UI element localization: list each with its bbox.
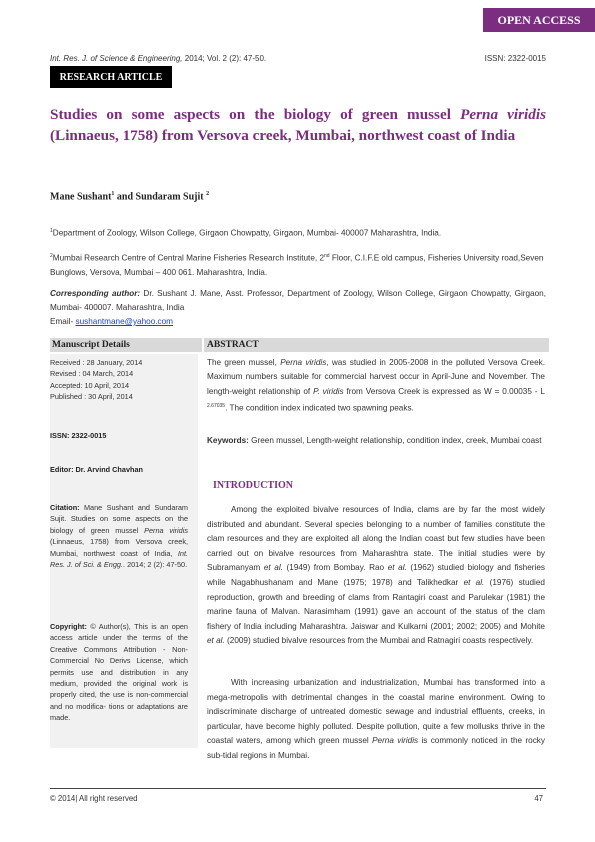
affiliation-2: [50, 249, 546, 280]
author-1-sup: 1: [111, 191, 115, 197]
introduction-heading: INTRODUCTION: [213, 480, 294, 491]
intro-species: Perna viridis: [372, 736, 419, 746]
citation-species: Perna viridis: [144, 525, 188, 535]
intro-paragraph-2: [207, 676, 545, 764]
intro-p2-a: With increasing urbanization and industrialization, Mumbai has transformed into a mega-metropolis with detrimental changes in the coastal marine environment. Owing to indiscriminate discharge of untreated domestic sewage and industrial effluents, creeks, in particular, have become highly polluted. Despite pollution, quite a few mollusks thrive in the coastal waters, among which green mussel: [207, 678, 545, 746]
keywords: [207, 434, 545, 448]
email-label: Email-: [50, 317, 76, 326]
citation-journal: Int. Res. J. of Sci. & Engg.: [50, 548, 188, 570]
abstract-t4: . The condition index indicated two spawning peaks.: [225, 403, 414, 413]
author-1: Mane Sushant: [50, 191, 112, 203]
page-number: 47: [534, 794, 543, 803]
published-date: Published : 30 April, 2014: [50, 392, 133, 402]
intro-p1-b: (1949) from Bombay. Rao: [282, 563, 388, 573]
journal-abbrev: Int. Res. J. of Science & Engineering,: [50, 54, 183, 63]
keywords-text: Green mussel, Length-weight relationship, condition index, creek, Mumbai coast: [248, 436, 542, 445]
email-link[interactable]: sushantmane@yahoo.com: [75, 317, 174, 326]
manuscript-details-header: Manuscript Details: [50, 338, 202, 352]
abstract-body: [207, 356, 545, 416]
received-date: Received : 28 January, 2014: [50, 358, 143, 367]
journal-citation-header: [50, 54, 266, 63]
intro-etal-3: et al.: [463, 577, 485, 587]
affiliation-1-text: Department of Zoology, Wilson College, Girgaon Chowpatty, Girgaon, Mumbai- 400007 Maharashtra, India.: [52, 228, 442, 238]
abstract-exponent: 2.67035: [207, 403, 226, 410]
intro-paragraph-1: [207, 503, 545, 649]
copyright-text: © Author(s), This is an open access article under the terms of the Creative Commons Attribution - Non-Commercial No Derivs License, which permits use and distribution in any medium, provided the original work is properly cited, the use is non-commercial and no modifica- tions or adaptations are made.: [50, 622, 188, 723]
author-2-sup: 2: [206, 191, 210, 197]
corresponding-text: Dr. Sushant J. Mane, Asst. Professor, Department of Zoology, Wilson College, Girgaon Chowpatty, Girgaon, Mumbai- 400007. Maharashtra, India: [50, 289, 546, 312]
author-and: and: [114, 191, 136, 203]
sidebar-issn: [50, 430, 188, 441]
footer-copyright: © 2014| All right reserved: [50, 794, 138, 803]
intro-etal-1: et al.: [263, 563, 283, 573]
issn-header: ISSN: 2322-0015: [484, 54, 546, 63]
paper-title: [50, 104, 546, 146]
abstract-species-2: P. viridis: [313, 386, 344, 396]
corresponding-label: Corresponding author:: [50, 289, 141, 298]
citation-block: [50, 502, 188, 570]
author-list: [50, 191, 209, 202]
sidebar-issn-text: ISSN: 2322-0015: [50, 431, 107, 440]
intro-etal-2: et al.: [387, 563, 407, 573]
affiliation-2-sup: 2: [50, 253, 53, 259]
intro-p1-a: Among the exploited bivalve resources of India, clams are by far the most widely distributed and abundant. Several species belonging to a number of families constitute the clam resources and they are exploited all along the Indian coast but few studies have been carried out on bivalve resources from Maharashtra state. The initial studies were by Subramanyam: [207, 505, 545, 573]
open-access-badge: OPEN ACCESS: [483, 8, 595, 32]
footer-rule: [50, 788, 546, 789]
citation-text-3: . 2014; 2 (2): 47-50.: [123, 560, 188, 570]
copyright-block: [50, 621, 188, 724]
author-2: Sundaram Sujit: [135, 191, 207, 203]
title-species: Perna viridis: [460, 106, 546, 123]
abstract-t1: The green mussel,: [207, 358, 281, 367]
article-type-label: RESEARCH ARTICLE: [50, 66, 172, 88]
editor: [50, 464, 188, 475]
intro-etal-4: et al.: [207, 636, 225, 646]
affiliation-2-nd: nd: [324, 253, 330, 259]
abstract-t3: from Versova Creek is expressed as W = 0.00035 - L: [343, 386, 545, 396]
citation-text: Mane Sushant and Sundaram Sujit. Studies on some aspects on the biology of green mussel: [50, 503, 188, 535]
journal-details: 2014; Vol. 2 (2): 47-50.: [182, 54, 267, 63]
citation-text-2: (Linnaeus, 1758) from Versova creek, Mumbai, northwest coast of India,: [50, 537, 188, 558]
abstract-species: Perna viridis: [280, 358, 327, 367]
corresponding-author: [50, 287, 546, 329]
intro-p1-c: (1962) studied biology and fisheries while Nagabhushanam and Mane (1975; 1978) and Talikhedkar: [207, 563, 545, 587]
keywords-label: Keywords:: [207, 436, 249, 445]
editor-text: Editor: Dr. Arvind Chavhan: [50, 465, 143, 474]
manuscript-dates: [50, 357, 188, 403]
title-part1: Studies on some aspects on the biology of green mussel: [50, 106, 461, 123]
abstract-header: ABSTRACT: [204, 338, 549, 352]
affiliation-1-sup: 1: [50, 228, 53, 234]
accepted-date: Accepted: 10 April, 2014: [50, 380, 130, 390]
title-part2: (Linnaeus, 1758) from Versova creek, Mumbai, northwest coast of India: [50, 127, 516, 144]
affiliation-2-text-a: Mumbai Research Centre of Central Marine Fisheries Research Institute, 2: [52, 253, 324, 263]
intro-p1-d: (1976) studied reproduction, growth and breeding of clams from Rantagiri coast and Parulekar (1981) the marine fauna of Malvan. Narasimham (1991) gave an account of the status of the clam fishery of India including Maharashtra. Jaiswar and Kulkarni (2001; 2002; 2005) and Mohite: [207, 577, 545, 631]
abstract-t2: , was studied in 2005-2008 in the polluted Versova Creek. Maximum numbers suitable for commercial harvest occur in April-June and November. The length-weight relationship of: [207, 358, 545, 396]
intro-p2-b: is commonly noticed in the rocky sub-tidal regions in Mumbai.: [207, 736, 545, 760]
affiliation-2-text-b: Floor, C.I.F.E old campus, Fisheries University road,Seven Bunglows, Versova, Mumbai – 400 061. Maharashtra, India.: [50, 253, 544, 277]
revised-date: Revised : 04 March, 2014: [50, 369, 134, 379]
citation-label: Citation:: [50, 503, 80, 512]
intro-p1-e: (2009) studied bivalve resources from the Mumbai and Ratnagiri coasts respectively.: [224, 636, 534, 646]
copyright-label: Copyright:: [50, 622, 87, 631]
affiliation-1: [50, 224, 546, 241]
